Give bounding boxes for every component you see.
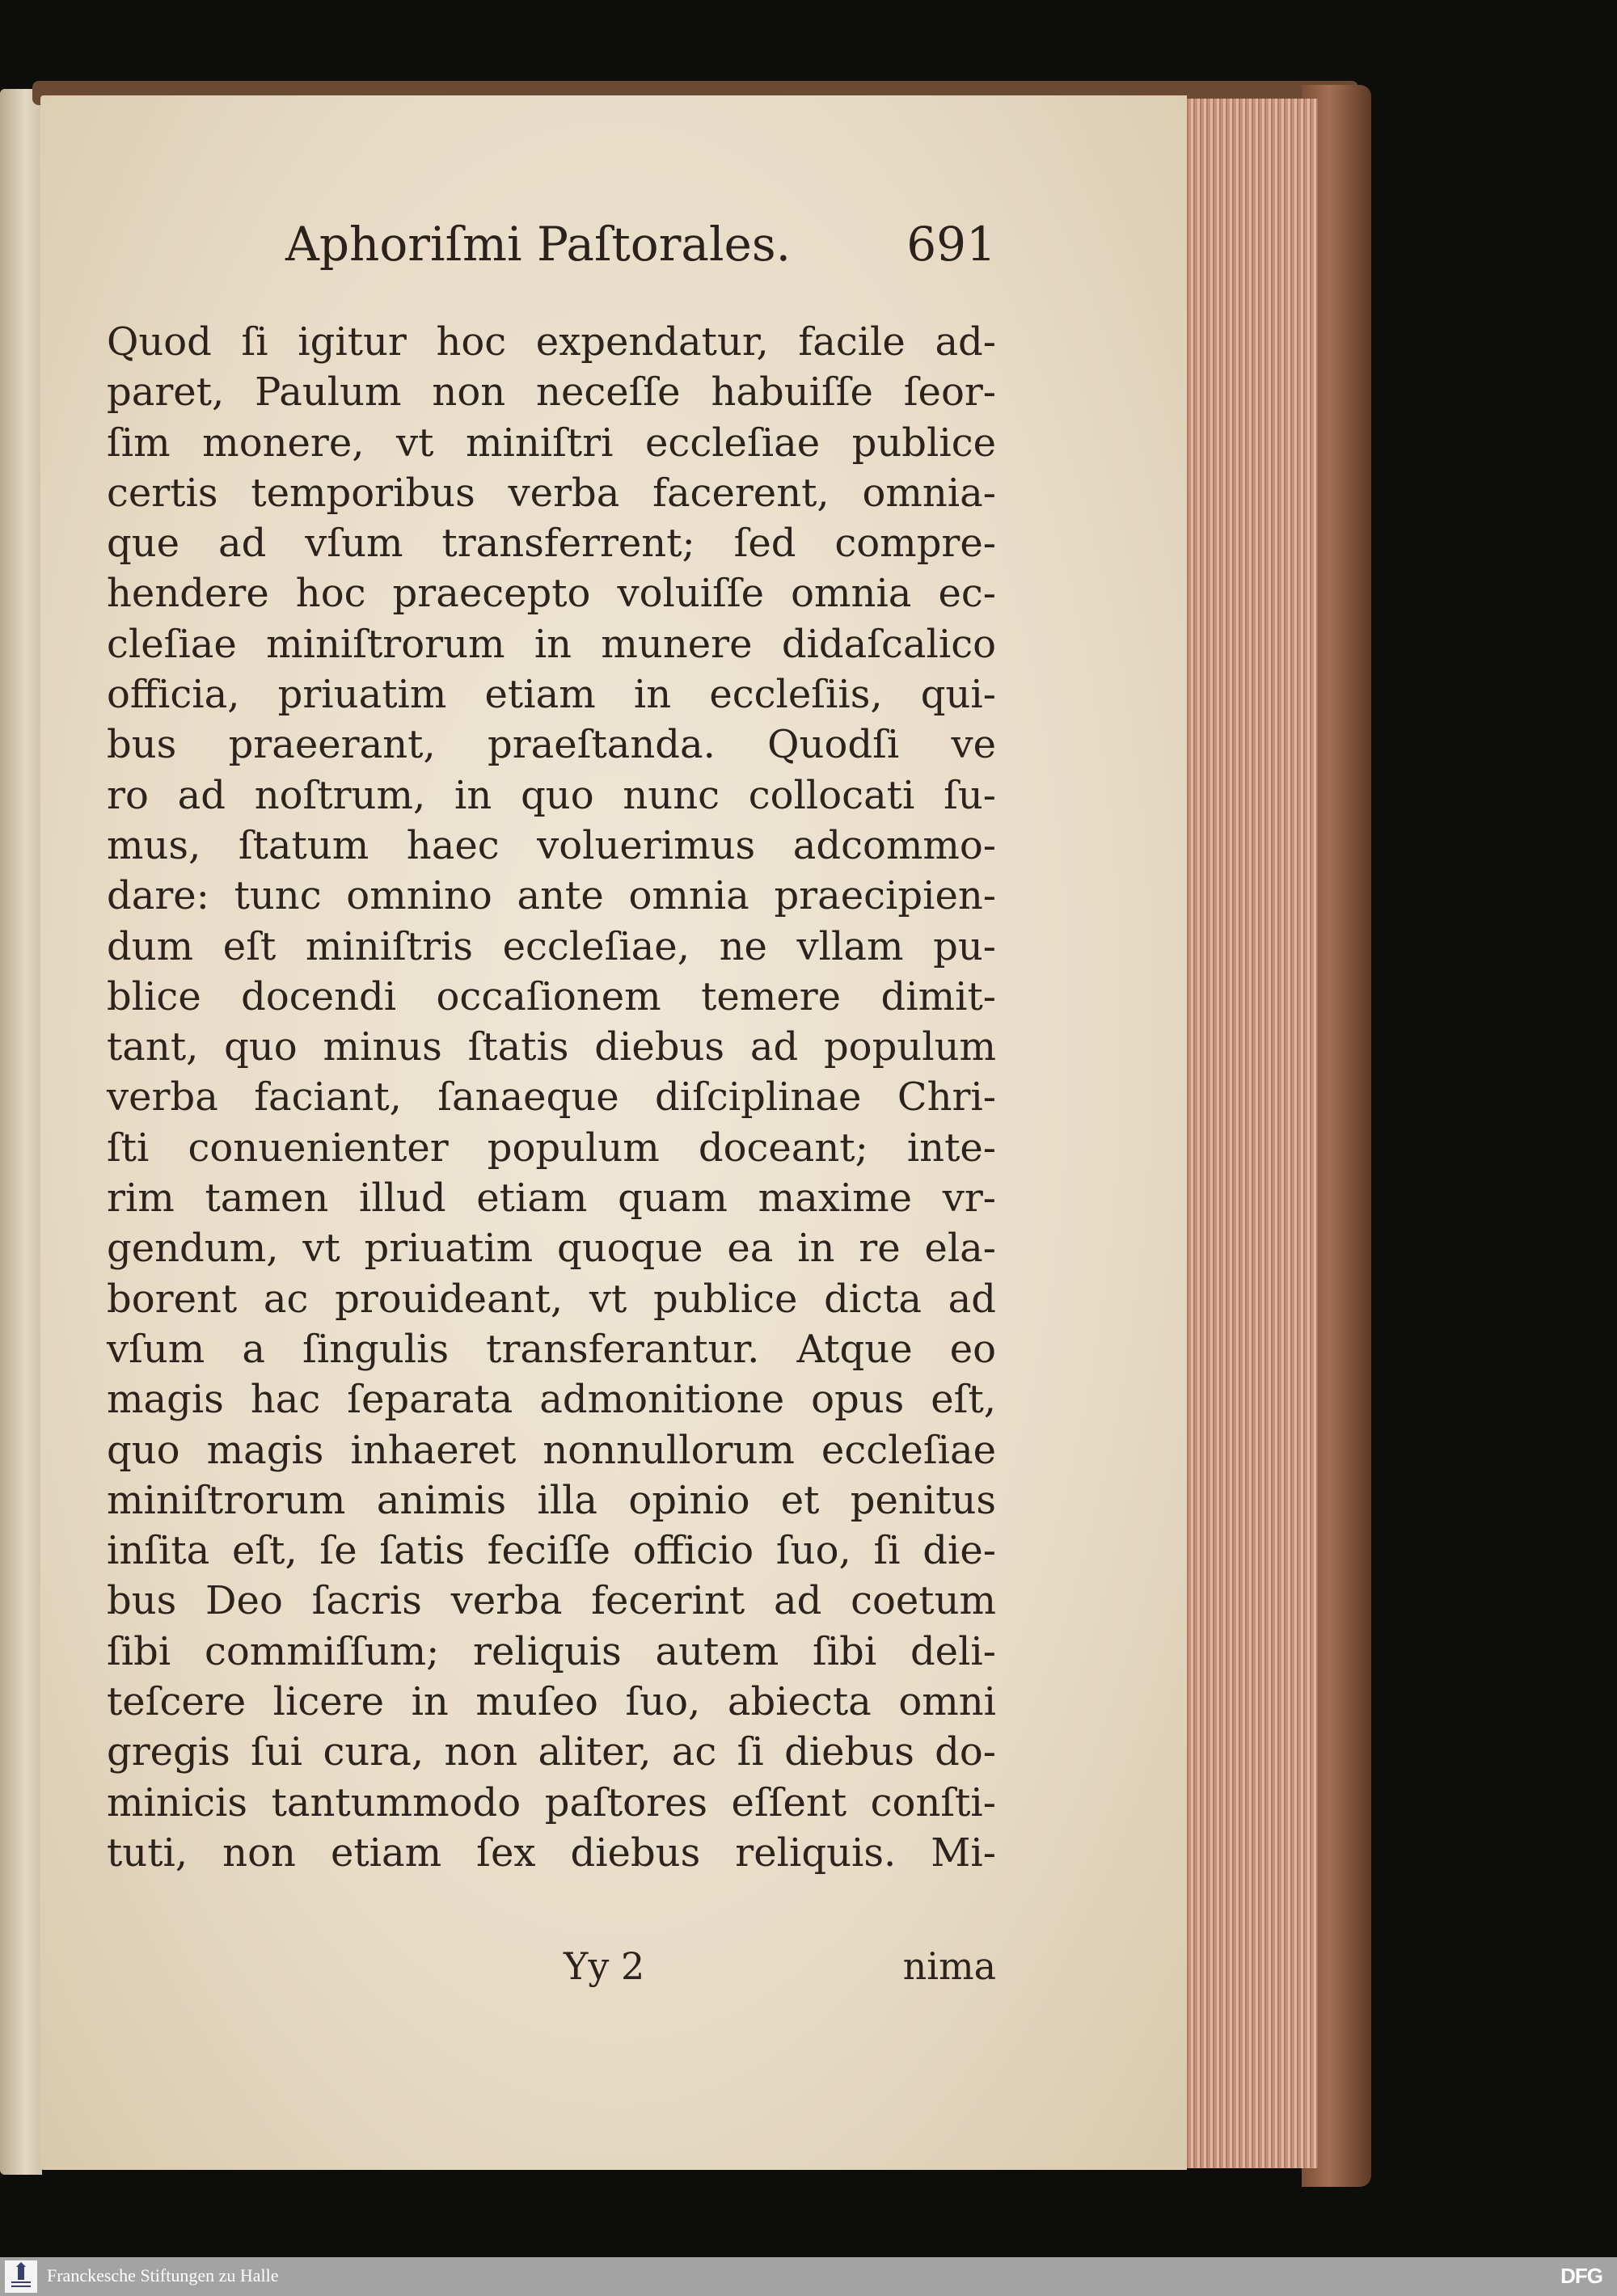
running-head: Aphoriſmi Paſtorales. bbox=[285, 217, 792, 272]
text-line bbox=[107, 1223, 996, 1273]
text-line-content: verba faciant, ſanaeque diſciplinae Chri- bbox=[107, 1074, 996, 1121]
text-line bbox=[107, 518, 996, 568]
text-line bbox=[107, 1627, 996, 1677]
text-line bbox=[107, 1374, 996, 1424]
text-line-content: ſibi commiſſum; reliquis autem ſibi deli- bbox=[107, 1628, 996, 1674]
text-line bbox=[107, 770, 996, 821]
text-line bbox=[107, 1576, 996, 1626]
catchword: nima bbox=[902, 1944, 996, 1988]
text-line-content: blice docendi occaſionem temere dimit- bbox=[107, 973, 996, 1019]
text-line-content: teſcere licere in muſeo ſuo, abiecta omni bbox=[107, 1679, 996, 1725]
page-number: 691 bbox=[906, 217, 996, 272]
text-line-content: dum eſt miniſtris eccleſiae, ne vllam pu- bbox=[107, 923, 996, 969]
text-line bbox=[107, 1173, 996, 1223]
text-line bbox=[107, 317, 996, 367]
text-line bbox=[107, 669, 996, 720]
text-line bbox=[107, 1526, 996, 1576]
text-line bbox=[107, 1677, 996, 1727]
text-line-content: inſita eſt, ſe ſatis feciſſe officio ſuo, ſi die- bbox=[107, 1528, 996, 1574]
text-line-content: cleſiae miniſtrorum in munere didaſcalico bbox=[107, 621, 996, 667]
text-line bbox=[107, 568, 996, 618]
text-line bbox=[107, 821, 996, 871]
text-line-content: que ad vſum transferrent; ſed compre- bbox=[107, 521, 996, 567]
viewer-footer-bar bbox=[0, 2257, 1617, 2296]
text-line bbox=[107, 619, 996, 669]
text-line-content: mus, ſtatum haec voluerimus adcommo- bbox=[107, 822, 996, 868]
text-line-content: officia, priuatim etiam in eccleſiis, qui- bbox=[107, 672, 996, 718]
text-line bbox=[107, 871, 996, 921]
text-line-content: tuti, non etiam ſex diebus reliquis. Mi- bbox=[107, 1830, 996, 1876]
text-line-content: miniſtrorum animis illa opinio et penitus bbox=[107, 1477, 996, 1523]
page-fore-edge bbox=[1182, 99, 1318, 2168]
text-line bbox=[107, 1123, 996, 1173]
text-line bbox=[107, 1475, 996, 1526]
signature-mark: Yy 2 bbox=[564, 1944, 645, 1988]
text-line-content: quo magis inhaeret nonnullorum eccleſiae bbox=[107, 1427, 996, 1473]
text-line-content: tant, quo minus ſtatis diebus ad populum bbox=[107, 1024, 996, 1070]
text-line-content: borent ac prouideant, vt publice dicta ad bbox=[107, 1276, 996, 1322]
left-page-edge bbox=[0, 89, 42, 2175]
text-line-content: Quod ſi igitur hoc expendatur, facile ad- bbox=[107, 319, 996, 365]
institution-name: Franckesche Stiftungen zu Halle bbox=[47, 2265, 279, 2285]
institution-logo-icon bbox=[5, 2260, 37, 2293]
text-line-content: ro ad noſtrum, in quo nunc collocati ſu- bbox=[107, 772, 996, 818]
body-text bbox=[107, 317, 996, 1878]
text-line-content: gendum, vt priuatim quoque ea in re ela- bbox=[107, 1226, 996, 1272]
text-line-content: certis temporibus verba facerent, omnia- bbox=[107, 470, 996, 516]
text-line bbox=[107, 1828, 996, 1878]
text-line-content: rim tamen illud etiam quam maxime vr- bbox=[107, 1175, 996, 1222]
text-line bbox=[107, 972, 996, 1022]
text-line bbox=[107, 922, 996, 972]
text-line bbox=[107, 1274, 996, 1324]
text-line bbox=[107, 367, 996, 417]
dfg-logo: DFG bbox=[1560, 2264, 1602, 2288]
text-line bbox=[107, 1778, 996, 1828]
text-line bbox=[107, 468, 996, 518]
text-line-content: vſum a ſingulis transferantur. Atque eo bbox=[107, 1326, 996, 1372]
text-line-content: minicis tantummodo paſtores eſſent conſti- bbox=[107, 1779, 996, 1825]
text-line-content: hendere hoc praecepto voluiſſe omnia ec- bbox=[107, 571, 996, 617]
text-line bbox=[107, 1022, 996, 1072]
text-line bbox=[107, 1727, 996, 1777]
text-line bbox=[107, 1425, 996, 1475]
text-line-content: paret, Paulum non neceſſe habuiſſe ſeor- bbox=[107, 369, 996, 416]
text-line-content: magis hac ſeparata admonitione opus eſt, bbox=[107, 1377, 996, 1423]
text-line-content: bus Deo ſacris verba fecerint ad coetum bbox=[107, 1578, 996, 1624]
text-line bbox=[107, 418, 996, 468]
text-line-content: dare: tunc omnino ante omnia praecipien- bbox=[107, 873, 996, 919]
text-line-content: ſim monere, vt miniſtri eccleſiae publice bbox=[107, 420, 996, 466]
text-line bbox=[107, 1324, 996, 1374]
text-line-content: ſti conuenienter populum doceant; inte- bbox=[107, 1125, 996, 1171]
text-line bbox=[107, 1072, 996, 1122]
text-line-content: gregis ſui cura, non aliter, ac ſi diebus do- bbox=[107, 1729, 996, 1775]
text-line-content: bus praeerant, praeſtanda. Quodſi ve bbox=[107, 722, 996, 768]
text-line bbox=[107, 720, 996, 770]
